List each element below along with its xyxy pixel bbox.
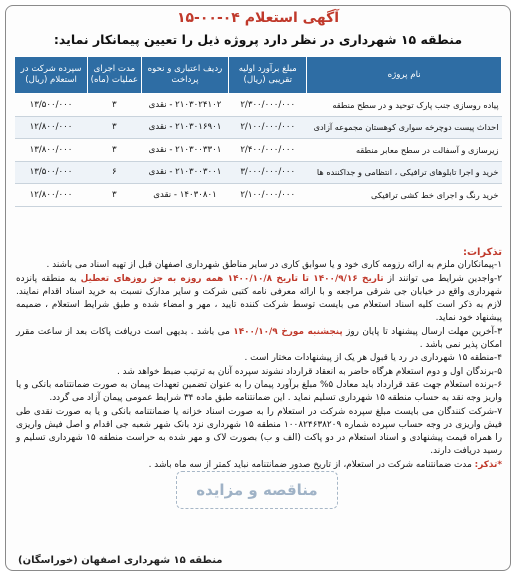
project-deposit: ۱۳/۸۰۰/۰۰۰ [15,139,88,162]
col-header-estimate: مبلغ برآورد اولیه تقریبی (ریال) [229,57,307,94]
note-2-rest: به منطقه پانزده شهرداری واقع در خیابان جی شرقی مراجعه و با ارائه معرفی نامه کتبی شرکت و سایر مدارک نسبت به خرید اسناد اقدام نمایند. لازم به ذکر است کلیه اسناد استعلام می بایست توسط شرکت کننده تایید ، مهر و امضاء شده و طبق شرایط استعلام ، ضمیمه پیشنهاد خود نماید. [16,273,502,324]
note-3 [16,326,502,353]
col-header-budget: ردیف اعتباری و نحوه پرداخت [141,57,229,94]
project-estimate: ۲/۳۰۰/۰۰۰/۰۰۰ [229,94,307,117]
project-budget: ۲۱۰۳۰۲۴۱۰۲ - نقدی [141,94,229,117]
project-estimate: ۲/۴۰۰/۰۰۰/۰۰۰ [229,139,307,162]
note-2-dates: تاریخ ۱۴۰۰/۹/۱۶ تا تاریخ ۱۴۰۰/۱۰/۸ همه روزه به جز روزهای تعطیل [80,273,384,284]
notes-section [16,246,502,472]
project-name: خرید و اجرا تابلوهای ترافیکی ، انتظامی و جداکننده ها [307,161,502,184]
tender-notice [5,5,511,571]
project-name: احداث پیست دوچرخه سواری کوهستان مجموعه آزادی [307,116,502,139]
table-row [15,116,502,139]
project-duration: ۳ [88,94,142,117]
project-name: زیرسازی و آسفالت در سطح معابر منطقه [307,139,502,162]
issuer-signature: منطقه ۱۵ شهرداری اصفهان (خوراسگان) [18,555,223,566]
project-duration: ۶ [88,161,142,184]
project-deposit: ۱۳/۵۰۰/۰۰۰ [15,94,88,117]
project-budget: ۱۴۰۳۰۸۰۱ - نقدی [141,184,229,207]
project-budget: ۲۱۰۳۰۰۳۰۰۱ - نقدی [141,161,229,184]
project-duration: ۳ [88,139,142,162]
project-duration: ۳ [88,184,142,207]
project-duration: ۳ [88,116,142,139]
project-estimate: ۲/۱۰۰/۰۰۰/۰۰۰ [229,116,307,139]
note-3-text: ۳-آخرین مهلت ارسال پیشنهاد تا پایان روز [342,326,502,337]
project-deposit: ۱۳/۵۰۰/۰۰۰ [15,161,88,184]
note-2-text: ۲-واجدین شرایط می توانند از [383,273,502,284]
col-header-name: نام پروژه [307,57,502,94]
table-row [15,184,502,207]
project-name: پیاده روسازی جنب پارک توحید و در سطح منطقه [307,94,502,117]
project-deposit: ۱۲/۸۰۰/۰۰۰ [15,116,88,139]
note-1: ۱-پیمانکاران ملزم به ارائه رزومه کاری خود و یا سوابق کاری در سایر مناطق شهرداری اصفهان قبل از تهیه اسناد می باشند . [46,260,502,271]
project-estimate: ۳/۰۰۰/۰۰۰/۰۰۰ [229,161,307,184]
table-row [15,161,502,184]
notes-label: تذکرات: [462,247,502,258]
reminder-text: مدت ضمانتنامه شرکت در استعلام، از تاریخ صدور ضمانتنامه نباید کمتر از سه ماه باشد . [148,459,475,470]
note-7: ۷-شرکت کنندگان می بایست مبلغ سپرده شرکت در استعلام را به صورت اسناد خزانه یا ضمانتنامه بانکی و یا به صورت نقدی طی فیش واریزی در وجه حساب سپرده شماره ۱۰۰۸۲۴۶۳۸۲۰۹ منطقه ۱۵ شهرداری نزد بانک شهر شعبه جی اقدام و اصل فیش واریزی را همراه قیمت پیشنهادی و اسناد استعلام در دو پاکت (الف و ب) بصورت لاک و مهر شده به حراست منطقه ۱۵ شهرداری تسلیم و رسید دریافت دارند. [16,406,503,457]
note-6: ۶-برنده استعلام جهت عقد قرارداد باید معادل ۵% مبلغ برآورد پیمان را به عنوان تضمین تعهدات پیمان به صورت ضمانتنامه بانکی و یا واریز وجه نقد به حساب منطقه ۱۵ شهرداری تسلیم نماید . این ضمانتنامه طبق ماده ۳۴ شرایط عمومی پیمان آزاد می گردد. [16,379,503,404]
col-header-duration: مدت اجرای عملیات (ماه) [88,57,142,94]
notice-subtitle: منطقه ۱۵ شهرداری در نظر دارد پروژه ذیل را تعیین پیمانکار نماید: [53,32,463,47]
note-3-deadline: پنجشنبه مورخ ۱۴۰۰/۱۰/۹ [233,326,343,337]
reminder-label: *تذکر: [474,459,502,470]
note-2 [16,273,502,326]
project-budget: ۲۱۰۳۰۰۳۳۰۱ - نقدی [141,139,229,162]
project-deposit: ۱۲/۸۰۰/۰۰۰ [15,184,88,207]
notice-title: آگهی استعلام ۰۴-۰۰-۱۵ [176,10,340,26]
table-row [15,94,502,117]
note-5: ۵-برندگان اول و دوم استعلام هرگاه حاضر به انعقاد قرارداد نشوند سپرده آنان به ترتیب ضبط خواهد شد . [117,366,502,377]
table-row [15,139,502,162]
note-4: ۴-منطقه ۱۵ شهرداری در رد یا قبول هر یک از پیشنهادات مختار است . [244,353,502,364]
note-3-rest: می باشد . بدیهی است دریافت پاکات بعد از ساعت مقرر امکان پذیر نمی باشد . [16,326,502,351]
col-header-deposit: سپرده شرکت در استعلام (ریال) [15,57,88,94]
project-name: خرید رنگ و اجرای خط کشی ترافیکی [307,184,502,207]
table-header-row [15,57,502,94]
projects-table [14,56,502,207]
project-estimate: ۲/۱۰۰/۰۰۰/۰۰۰ [229,184,307,207]
project-budget: ۲۱۰۳۰۱۶۹۰۱ - نقدی [141,116,229,139]
watermark-stamp: مناقصه و مزایده [176,471,338,509]
